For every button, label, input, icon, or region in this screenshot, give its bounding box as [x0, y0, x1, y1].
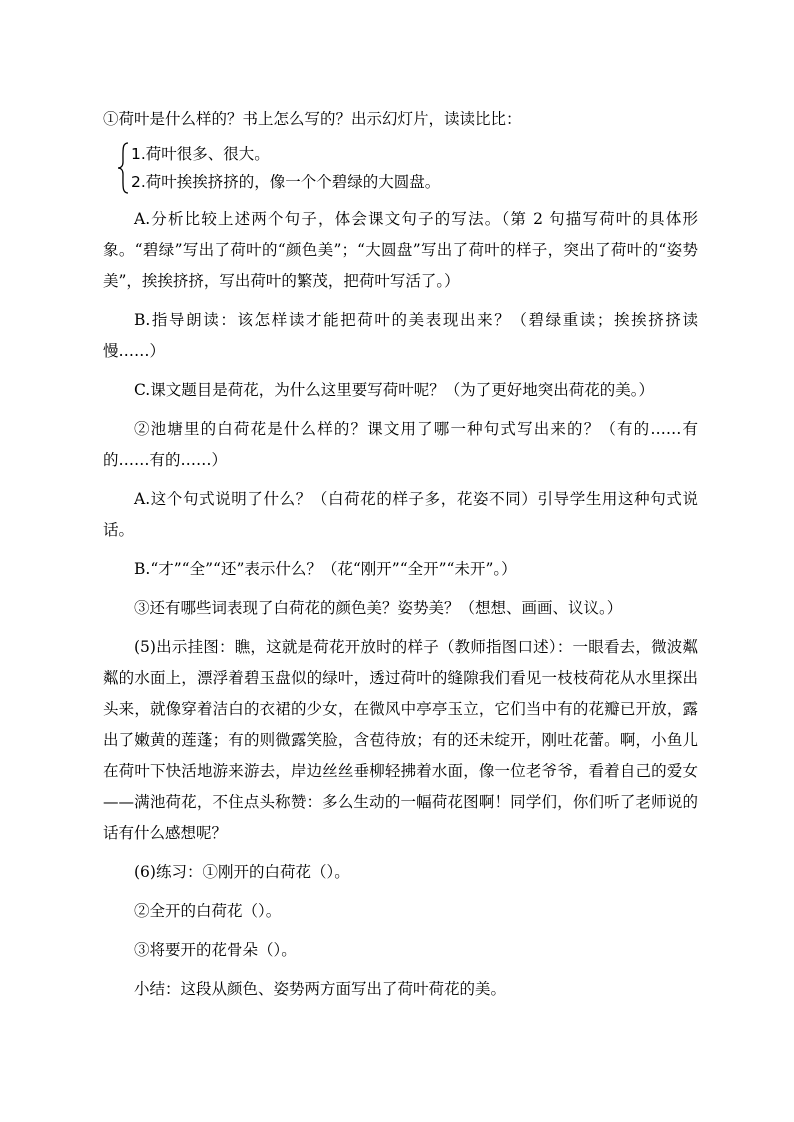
- question-1: ①荷叶是什么样的？书上怎么写的？出示幻灯片，读读比比：: [103, 110, 522, 128]
- comparison-sentence-1: 1.荷叶很多、很大。: [131, 145, 270, 163]
- reading-guide-b1: B.指导朗读：该怎样读才能把荷叶的美表现出来？（碧绿重读；挨挨挤挤读慢……）: [103, 311, 698, 360]
- comparison-sentence-2: 2.荷叶挨挨挤挤的，像一个个碧绿的大圆盘。: [131, 173, 441, 191]
- comparison-block: [117, 140, 698, 196]
- question-c1: C.课文题目是荷花，为什么这里要写荷叶呢？（为了更好地突出荷花的美。）: [134, 381, 654, 399]
- question-3: ③还有哪些词表现了白荷花的颜色美？姿势美？（想想、画画、议议。）: [134, 599, 623, 617]
- exercise-2: ②全开的白荷花（）。: [134, 902, 282, 920]
- analysis-a1: A.分析比较上述两个句子，体会课文句子的写法。（第 2 句描写荷叶的具体形象。“碧绿”写出了荷叶的“颜色美”；“大圆盘”写出了荷叶的样子，突出了荷叶的“姿势美”，挨挨挤挤，写出荷叶的繁茂，把荷叶写活了。）: [103, 210, 698, 290]
- analysis-a2: A.这个句式说明了什么？（白荷花的样子多，花姿不同）引导学生用这种句式说话。: [103, 490, 698, 539]
- paragraph-5: (5)出示挂图：瞧，这就是荷花开放时的样子（教师指图口述）：一眼看去，微波粼粼的水面上，漂浮着碧玉盘似的绿叶，透过荷叶的缝隙我们看见一枝枝荷花从水里探出头来，就像穿着洁白的衣裙的少女，在微风中亭亭玉立，它们当中有的花瓣已开放，露出了嫩黄的莲蓬；有的则微露笑脸，含苞待放；有的还未绽开，刚吐花蕾。啊，小鱼儿在荷叶下快活地游来游去，岸边丝丝垂柳轻拂着水面，像一位老爷爷，看着自己的爱女——满池荷花，不住点头称赞：多么生动的一幅荷花图啊！同学们，你们听了老师说的话有什么感想呢？: [103, 638, 698, 842]
- left-brace-icon: [117, 142, 129, 194]
- exercise-1: (6)练习：①刚开的白荷花（）。: [134, 863, 350, 881]
- summary: 小结：这段从颜色、姿势两方面写出了荷叶荷花的美。: [134, 980, 507, 998]
- question-2: ②池塘里的白荷花是什么样的？课文用了哪一种句式写出来的？（有的……有的……有的……）: [103, 420, 698, 469]
- analysis-b2: B.“才”“全”“还”表示什么？（花“刚开”“全开”“未开”。）: [134, 560, 517, 578]
- exercise-3: ③将要开的花骨朵（）。: [134, 941, 297, 959]
